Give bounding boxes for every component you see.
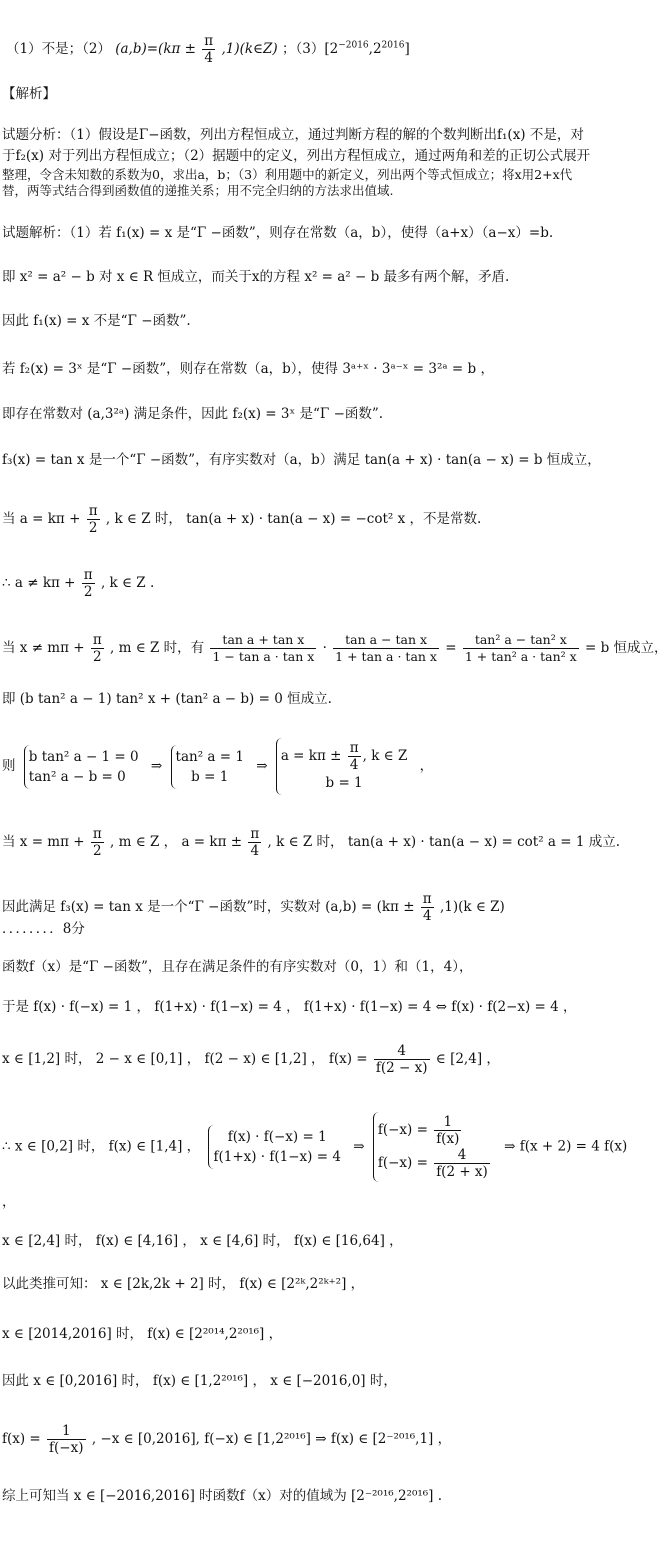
- system-row: b = 1: [325, 775, 363, 791]
- system-row: f(−x) =: [377, 1155, 433, 1171]
- frac-num: 1: [47, 1423, 85, 1440]
- solution-line-15: 函数f（x）是“Γ −函数”，且存在满足条件的有序实数对（0，1）和（1，4），: [2, 959, 473, 975]
- equation-system-2: [171, 745, 248, 789]
- frac-den: 1 + tan² a · tan² x: [464, 649, 577, 664]
- pi-over-2: [87, 503, 100, 536]
- frac-num: tan² a − tan² x: [463, 632, 579, 649]
- frac-num: π: [92, 826, 102, 842]
- frac-den: 2: [93, 843, 102, 859]
- four-over-f-fraction: [374, 1043, 430, 1076]
- answer-fraction: [202, 33, 215, 66]
- frac-den: 2: [93, 649, 102, 665]
- answer-exp1: −2016: [338, 40, 369, 51]
- pi-over-2: [82, 567, 95, 600]
- answer-pair: (a,b)=(kπ ±: [115, 41, 201, 57]
- frac-num: tan a + tan x: [210, 632, 316, 649]
- solution-line-5: 即存在常数对 (a,3²ᵃ) 满足条件，因此 f₂(x) = 3ˣ 是“Γ −函数”.: [2, 406, 384, 422]
- frac-den: f(−x): [49, 1440, 84, 1456]
- implies-arrow: ⇒: [256, 758, 268, 774]
- frac-den: 4: [422, 908, 432, 924]
- solution-line-18: [2, 1112, 627, 1182]
- answer-part1: （1）不是；（2）: [6, 41, 111, 57]
- l18-part-a: ∴ x ∈ [0,2] 时， f(x) ∈ [1,4] ，: [2, 1138, 201, 1155]
- equation-system-1: [24, 745, 143, 789]
- l12-part-b: , m ∈ Z ， a = kπ ±: [110, 834, 247, 850]
- system-row: f(1+x) · f(1−x) = 4: [213, 1149, 341, 1165]
- solution-line-17: [2, 1043, 500, 1076]
- frac-den: 4: [204, 50, 214, 66]
- solution-line-3: 因此 f₁(x) = x 不是“Γ −函数”.: [2, 313, 191, 329]
- l12-part-c: , k ∈ Z 时， tan(a + x) · tan(a − x) = cot² a = 1 成立.: [267, 834, 621, 850]
- equals-sign: =: [445, 640, 457, 656]
- l11-then: 则: [2, 758, 16, 774]
- pi-over-4: [421, 891, 434, 924]
- solution-line-10: 即 (b tan² a − 1) tan² x + (tan² a − b) = 0 恒成立.: [2, 691, 332, 707]
- frac-num: 4: [434, 1147, 490, 1164]
- answer-mid: ,2: [368, 41, 382, 57]
- system-row: b = 1: [191, 768, 229, 785]
- tan-diff-fraction: [333, 632, 439, 665]
- answer-tail: ,1)(k∈Z): [221, 41, 278, 57]
- answer-exp2: 2016: [381, 40, 405, 51]
- analysis-line-2: 于f₂(x) 对于列出方程恒成立；（2）据题中的定义，列出方程恒成立，通过两角和差的正切公式展开: [2, 148, 591, 164]
- frac-num: π: [422, 891, 432, 907]
- l9-part-a: 当 x ≠ mπ +: [2, 640, 89, 656]
- pi-over-2: [91, 826, 104, 859]
- one-over-f-fraction: [47, 1423, 85, 1456]
- l23-part-a: f(x) =: [2, 1431, 46, 1447]
- l13-part-a: 因此满足 f₃(x) = tan x 是一个“Γ −函数”时，实数对 (a,b) = (kπ ±: [2, 899, 419, 915]
- frac-num: π: [92, 632, 102, 648]
- solution-line-22: 因此 x ∈ [0,2016] 时， f(x) ∈ [1,2²⁰¹⁶] ， x ∈ [−2016,0] 时，: [2, 1373, 397, 1389]
- frac-den: 1 − tan a · tan x: [212, 649, 315, 664]
- pi-over-4: [348, 740, 361, 773]
- solution-line-23: [2, 1423, 451, 1456]
- equation-system-4: [208, 1125, 344, 1169]
- l7-part-a: 当 a = kπ +: [2, 511, 85, 527]
- l13-part-b: ,1)(k ∈ Z): [439, 899, 505, 915]
- l8-part-a: ∴ a ≠ kπ +: [2, 575, 80, 591]
- answer-part3: ；（3）[2: [282, 41, 339, 57]
- score-marker: ．．．．．．．．8分: [2, 921, 85, 937]
- l11-comma: ，: [419, 758, 434, 774]
- section-heading: 【解析】: [2, 86, 56, 102]
- l8-part-b: , k ∈ Z .: [100, 575, 155, 591]
- one-over-f-fraction: [434, 1114, 461, 1147]
- system-row: f(−x) =: [377, 1122, 433, 1138]
- tan-square-fraction: [463, 632, 579, 665]
- l23-part-b: , −x ∈ [0,2016], f(−x) ∈ [1,2²⁰¹⁶] ⇒ f(x) ∈ [2⁻²⁰¹⁶,1] ，: [91, 1431, 452, 1447]
- frac-num: 1: [434, 1114, 461, 1131]
- dot-operator: ·: [322, 640, 327, 656]
- implies-arrow: ⇒: [353, 1138, 365, 1155]
- l18-part-c: ⇒ f(x + 2) = 4 f(x): [504, 1138, 628, 1155]
- pi-over-2: [91, 632, 104, 665]
- solution-line-8: [2, 567, 154, 600]
- analysis-line-3: 整理，令含未知数的系数为0，求出a，b；（3）利用题中的新定义，列出两个等式恒成立；将x用2+x代: [2, 167, 573, 182]
- analysis-line-1: 试题分析：（1）假设是Γ−函数，列出方程恒成立，通过判断方程的解的个数判断出f₁(x) 不是，对: [2, 127, 584, 143]
- l17-part-b: ∈ [2,4] ，: [435, 1051, 500, 1067]
- l9-part-b: , m ∈ Z 时，有: [110, 640, 205, 656]
- frac-num: tan a − tan x: [333, 632, 439, 649]
- equation-system-3: [276, 738, 411, 795]
- l12-part-a: 当 x = mπ +: [2, 834, 89, 850]
- system-row: tan² a − b = 0: [28, 768, 126, 785]
- answer-line: [6, 33, 410, 66]
- solution-line-7: [2, 503, 481, 536]
- l17-part-a: x ∈ [1,2] 时， 2 − x ∈ [0,1] ， f(2 − x) ∈ [1,2] ， f(x) =: [2, 1051, 372, 1067]
- solution-line-1: 试题解析：（1）若 f₁(x) = x 是“Γ −函数”，则存在常数（a，b），使得（a+x）（a−x）=b.: [2, 225, 554, 241]
- frac-den: 4: [250, 843, 260, 859]
- solution-line-16: 于是 f(x) · f(−x) = 1 ， f(1+x) · f(1−x) = 4 ， f(1+x) · f(1−x) = 4 ⇔ f(x) · f(2−x) = 4 ，: [2, 999, 577, 1015]
- frac-den: 4: [349, 757, 359, 773]
- solution-line-6: f₃(x) = tan x 是一个“Γ −函数”，有序实数对（a，b）满足 tan(a + x) · tan(a − x) = b 恒成立，: [2, 452, 601, 468]
- frac-num: π: [83, 567, 93, 583]
- solution-line-24: 综上可知当 x ∈ [−2016,2016] 时函数f（x）对的值域为 [2⁻²⁰¹⁶,2²⁰¹⁶] .: [2, 1488, 443, 1504]
- frac-den: f(x): [436, 1131, 460, 1147]
- system-row: tan² a = 1: [175, 748, 244, 765]
- frac-num: π: [250, 826, 260, 842]
- frac-num: 4: [374, 1043, 430, 1060]
- solution-line-19: x ∈ [2,4] 时， f(x) ∈ [4,16] ， x ∈ [4,6] 时， f(x) ∈ [16,64] ，: [2, 1233, 403, 1249]
- solution-line-18-comma: ，: [2, 1194, 16, 1210]
- frac-num: π: [88, 503, 98, 519]
- frac-den: f(2 − x): [375, 1060, 428, 1076]
- frac-num: π: [204, 33, 214, 49]
- analysis-line-4: 替，两等式结合得到函数值的递推关系；用不完全归纳的方法求出值域.: [2, 183, 394, 198]
- frac-den: 1 + tan a · tan x: [335, 649, 437, 664]
- solution-line-20: 以此类推可知： x ∈ [2k,2k + 2] 时， f(x) ∈ [2²ᵏ,2²ᵏ⁺²] ，: [2, 1276, 365, 1292]
- frac-den: f(2 + x): [436, 1164, 488, 1180]
- system-row-tail: , k ∈ Z: [362, 748, 408, 764]
- solution-line-12: [2, 826, 620, 859]
- solution-line-11: [2, 738, 433, 795]
- frac-den: 2: [83, 584, 93, 600]
- system-row: a = kπ ±: [280, 748, 346, 764]
- frac-den: 2: [88, 520, 98, 536]
- system-row: b tan² a − 1 = 0: [28, 748, 139, 765]
- solution-line-9: [2, 632, 668, 665]
- system-row: f(x) · f(−x) = 1: [227, 1129, 327, 1145]
- equation-system-5: [373, 1112, 496, 1182]
- frac-num: π: [349, 740, 359, 756]
- tan-sum-fraction: [210, 632, 316, 665]
- solution-line-4: 若 f₂(x) = 3ˣ 是“Γ −函数”，则存在常数（a，b），使得 3ᵃ⁺ˣ · 3ᵃ⁻ˣ = 3²ᵃ = b ，: [2, 361, 494, 377]
- l7-part-b: , k ∈ Z 时， tan(a + x) · tan(a − x) = −cot² x ，不是常数.: [105, 511, 482, 527]
- l9-part-c: = b 恒成立，: [585, 640, 668, 656]
- pi-over-4: [248, 826, 261, 859]
- four-over-f-fraction: [434, 1147, 490, 1180]
- solution-line-21: x ∈ [2014,2016] 时， f(x) ∈ [2²⁰¹⁴,2²⁰¹⁶] ，: [2, 1326, 283, 1342]
- answer-end: ]: [404, 41, 410, 57]
- implies-arrow: ⇒: [150, 758, 163, 774]
- solution-line-2: 即 x² = a² − b 对 x ∈ R 恒成立，而关于x的方程 x² = a² − b 最多有两个解，矛盾.: [2, 269, 510, 285]
